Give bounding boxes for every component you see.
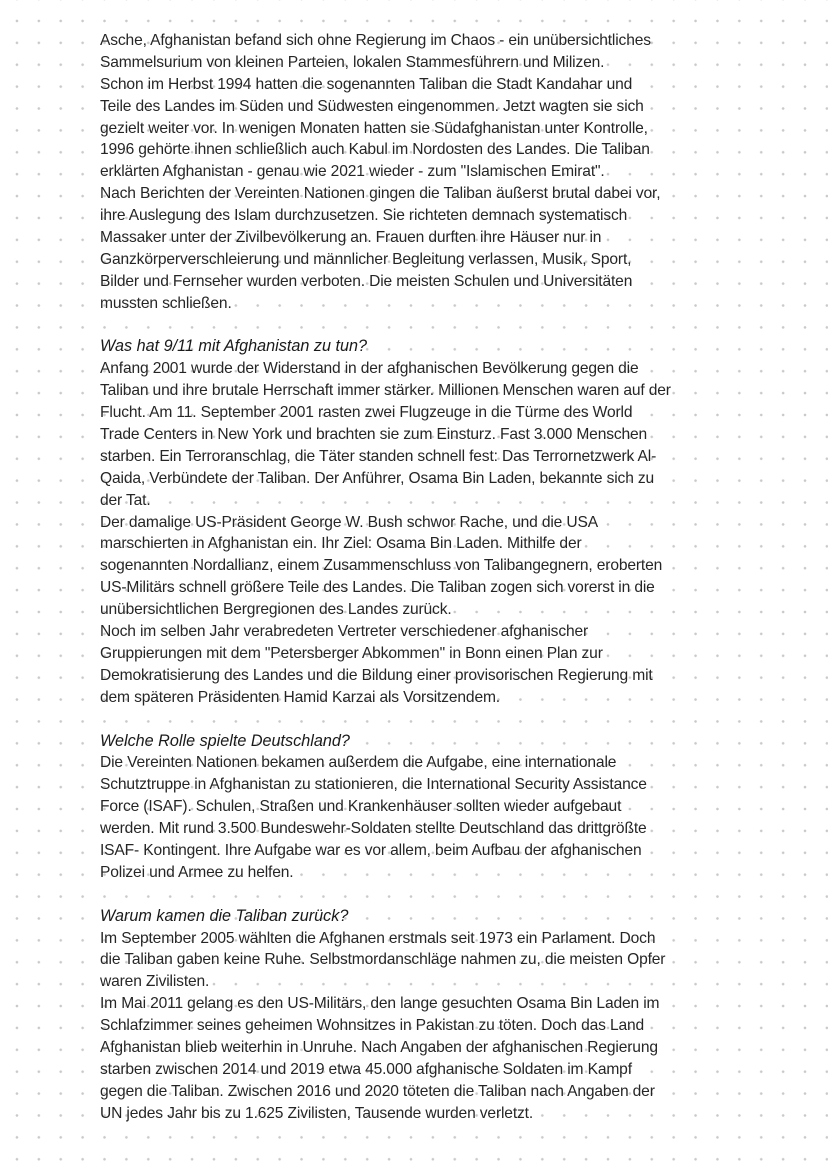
text-line: Gruppierungen mit dem "Petersberger Abkommen" in Bonn einen Plan zur <box>100 644 603 662</box>
text-line: US-Militärs schnell größere Teile des Landes. Die Taliban zogen sich vorerst in die <box>100 579 655 597</box>
text-line: UN jedes Jahr bis zu 1.625 Zivilisten, Tausende wurden verletzt. <box>100 1104 534 1122</box>
text-line: Schon im Herbst 1994 hatten die sogenannten Taliban die Stadt Kandahar und <box>100 75 633 93</box>
text-line: Asche, Afghanistan befand sich ohne Regierung im Chaos - ein unübersichtliches <box>100 32 651 49</box>
text-line: Flucht. Am 11. September 2001 rasten zwei Flugzeuge in die Türme des World <box>100 404 633 422</box>
text-line: Qaida, Verbündete der Taliban. Der Anführer, Osama Bin Laden, bekannte sich zu <box>100 469 655 487</box>
text-line: Nach Berichten der Vereinten Nationen gingen die Taliban äußerst brutal dabei vor, <box>100 185 661 203</box>
text-line: Teile des Landes im Süden und Südwesten eingenommen. Jetzt wagten sie sich <box>100 97 644 115</box>
paragraph-gap <box>100 709 740 731</box>
section-deutschland <box>100 731 740 884</box>
text-line: Noch im selben Jahr verabredeten Vertreter verschiedener afghanischer <box>100 623 589 641</box>
text-line: Force (ISAF). Schulen, Straßen und Krankenhäuser sollten wieder aufgebaut <box>100 798 622 816</box>
text-line: der Tat. <box>100 491 151 509</box>
text-line: starben zwischen 2014 und 2019 etwa 45.000 afghanische Soldaten im Kampf <box>100 1060 632 1078</box>
text-line: ihre Auslegung des Islam durchzusetzen. Sie richteten demnach systematisch <box>100 207 628 225</box>
text-line: Schlafzimmer seines geheimen Wohnsitzes in Pakistan zu töten. Doch das Land <box>100 1017 645 1035</box>
section-9-11 <box>100 336 740 708</box>
text-line: Ganzkörperverschleierung und männlicher Begleitung verlassen, Musik, Sport, <box>100 250 632 268</box>
text-line: dem späteren Präsidenten Hamid Karzai als Vorsitzendem. <box>100 688 500 706</box>
text-line: starben. Ein Terroranschlag, die Täter standen schnell fest: Das Terrornetzwerk Al- <box>100 447 657 465</box>
text-line: Der damalige US-Präsident George W. Bush schwor Rache, und die USA <box>100 513 599 531</box>
text-line: Trade Centers in New York und brachten sie zum Einsturz. Fast 3.000 Menschen <box>100 426 648 444</box>
intro-section <box>100 30 740 315</box>
text-line: die Taliban gaben keine Ruhe. Selbstmordanschläge nahmen zu, die meisten Opfer <box>100 951 666 969</box>
paragraph-gap <box>100 315 740 337</box>
text-line: gezielt weiter vor. In wenigen Monaten hatten sie Südafghanistan unter Kontrolle, <box>100 119 648 137</box>
text-line: Sammelsurium von kleinen Parteien, lokalen Stammesführern und Milizen. <box>100 53 605 71</box>
section-heading: Welche Rolle spielte Deutschland? <box>100 731 350 750</box>
text-line: Anfang 2001 wurde der Widerstand in der afghanischen Bevölkerung gegen die <box>100 360 639 378</box>
text-line: Demokratisierung des Landes und die Bildung einer provisorischen Regierung mit <box>100 666 653 684</box>
text-line: Polizei und Armee zu helfen. <box>100 863 294 881</box>
section-heading: Was hat 9/11 mit Afghanistan zu tun? <box>100 337 367 356</box>
text-line: Im Mai 2011 gelang es den US-Militärs, den lange gesuchten Osama Bin Laden im <box>100 995 660 1013</box>
text-line: erklärten Afghanistan - genau wie 2021 wieder - zum "Islamischen Emirat". <box>100 163 605 181</box>
section-heading: Warum kamen die Taliban zurück? <box>100 906 349 925</box>
text-line: marschierten in Afghanistan ein. Ihr Ziel: Osama Bin Laden. Mithilfe der <box>100 535 582 553</box>
text-line: unübersichtlichen Bergregionen des Landes zurück. <box>100 601 452 619</box>
section-taliban-return <box>100 906 740 1125</box>
text-line: 1996 gehörte ihnen schließlich auch Kabul im Nordosten des Landes. Die Taliban <box>100 141 650 159</box>
text-line: Die Vereinten Nationen bekamen außerdem die Aufgabe, eine internationale <box>100 754 617 772</box>
paragraph-gap <box>100 884 740 906</box>
text-line: sogenannten Nordallianz, einem Zusammenschluss von Talibangegnern, eroberten <box>100 557 663 575</box>
text-line: Schutztruppe in Afghanistan zu stationieren, die International Security Assistance <box>100 776 647 794</box>
text-line: werden. Mit rund 3.500 Bundeswehr-Soldaten stellte Deutschland das drittgrößte <box>100 820 647 838</box>
text-line: gegen die Taliban. Zwischen 2016 und 2020 töteten die Taliban nach Angaben der <box>100 1082 655 1100</box>
text-line: Afghanistan blieb weiterhin in Unruhe. Nach Angaben der afghanischen Regierung <box>100 1038 658 1056</box>
text-line: mussten schließen. <box>100 294 232 312</box>
document-page <box>100 30 740 1125</box>
text-line: Massaker unter der Zivilbevölkerung an. Frauen durften ihre Häuser nur in <box>100 229 602 247</box>
text-line: ISAF- Kontingent. Ihre Aufgabe war es vor allem, beim Aufbau der afghanischen <box>100 841 642 859</box>
text-line: waren Zivilisten. <box>100 973 210 991</box>
text-line: Bilder und Fernseher wurden verboten. Die meisten Schulen und Universitäten <box>100 272 633 290</box>
text-line: Taliban und ihre brutale Herrschaft immer stärker. Millionen Menschen waren auf der <box>100 382 671 400</box>
text-line: Im September 2005 wählten die Afghanen erstmals seit 1973 ein Parlament. Doch <box>100 929 656 947</box>
